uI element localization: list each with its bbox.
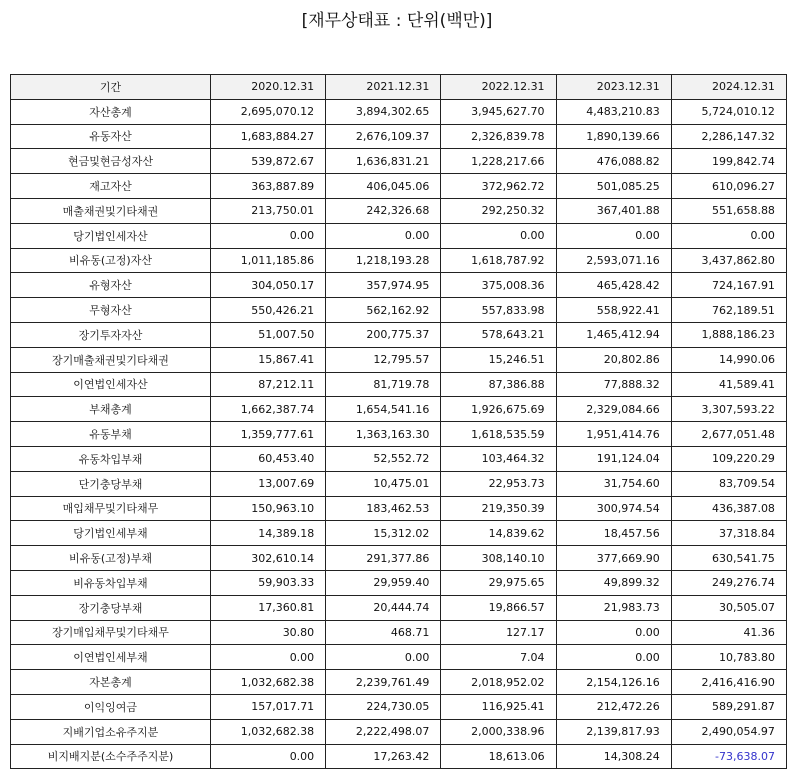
table-cell: 1,618,787.92: [441, 248, 556, 273]
table-cell: 1,363,163.30: [326, 422, 441, 447]
row-label: 재고자산: [11, 174, 211, 199]
table-cell: 2,416,416.90: [671, 670, 786, 695]
table-row: [11, 198, 787, 223]
table-cell: 468.71: [326, 620, 441, 645]
table-row: [11, 446, 787, 471]
row-label: 유동부채: [11, 422, 211, 447]
table-cell: 308,140.10: [441, 546, 556, 571]
row-label: 장기매입채무및기타채무: [11, 620, 211, 645]
table-cell: 249,276.74: [671, 570, 786, 595]
table-cell: 212,472.26: [556, 694, 671, 719]
row-label: 자산총계: [11, 99, 211, 124]
table-cell: 551,658.88: [671, 198, 786, 223]
row-label: 비유동(고정)자산: [11, 248, 211, 273]
table-header-row: [11, 75, 787, 100]
table-cell: 1,618,535.59: [441, 422, 556, 447]
row-label: 무형자산: [11, 298, 211, 323]
table-cell: 10,475.01: [326, 471, 441, 496]
table-cell: 372,962.72: [441, 174, 556, 199]
table-cell: 0.00: [211, 744, 326, 769]
table-cell: 2,326,839.78: [441, 124, 556, 149]
table-row: [11, 570, 787, 595]
header-period: 기간: [11, 75, 211, 100]
table-cell: 199,842.74: [671, 149, 786, 174]
table-row: [11, 322, 787, 347]
table-cell: 14,308.24: [556, 744, 671, 769]
table-cell: 0.00: [441, 223, 556, 248]
table-row: [11, 397, 787, 422]
row-label: 장기투자자산: [11, 322, 211, 347]
table-cell: 213,750.01: [211, 198, 326, 223]
table-row: [11, 273, 787, 298]
table-cell: 589,291.87: [671, 694, 786, 719]
header-year: 2020.12.31: [211, 75, 326, 100]
table-row: [11, 223, 787, 248]
table-cell: 2,222,498.07: [326, 719, 441, 744]
table-row: [11, 719, 787, 744]
row-label: 이익잉여금: [11, 694, 211, 719]
row-label: 유동차입부채: [11, 446, 211, 471]
row-label: 이연법인세부채: [11, 645, 211, 670]
table-cell: 436,387.08: [671, 496, 786, 521]
table-cell: 539,872.67: [211, 149, 326, 174]
row-label: 자본총계: [11, 670, 211, 695]
table-cell: 81,719.78: [326, 372, 441, 397]
table-cell: 83,709.54: [671, 471, 786, 496]
table-cell: 17,263.42: [326, 744, 441, 769]
table-cell: 357,974.95: [326, 273, 441, 298]
table-cell: 200,775.37: [326, 322, 441, 347]
table-cell: 1,662,387.74: [211, 397, 326, 422]
table-cell: 2,000,338.96: [441, 719, 556, 744]
table-cell: 18,613.06: [441, 744, 556, 769]
table-cell: 7.04: [441, 645, 556, 670]
header-year: 2024.12.31: [671, 75, 786, 100]
row-label: 매출채권및기타채권: [11, 198, 211, 223]
table-cell: 3,894,302.65: [326, 99, 441, 124]
header-year: 2022.12.31: [441, 75, 556, 100]
table-cell: 14,839.62: [441, 521, 556, 546]
table-cell: 1,654,541.16: [326, 397, 441, 422]
table-cell: 15,867.41: [211, 347, 326, 372]
table-cell: 1,926,675.69: [441, 397, 556, 422]
table-cell: 37,318.84: [671, 521, 786, 546]
table-cell: 1,218,193.28: [326, 248, 441, 273]
table-cell: 1,032,682.38: [211, 719, 326, 744]
table-cell: 1,228,217.66: [441, 149, 556, 174]
table-cell: 1,890,139.66: [556, 124, 671, 149]
table-cell: 5,724,010.12: [671, 99, 786, 124]
table-row: [11, 99, 787, 124]
table-cell: 1,359,777.61: [211, 422, 326, 447]
table-cell: 127.17: [441, 620, 556, 645]
table-row: [11, 521, 787, 546]
table-row: [11, 149, 787, 174]
table-row: [11, 372, 787, 397]
row-label: 장기매출채권및기타채권: [11, 347, 211, 372]
table-cell: 292,250.32: [441, 198, 556, 223]
table-cell: 60,453.40: [211, 446, 326, 471]
table-cell: 10,783.80: [671, 645, 786, 670]
table-cell: 87,212.11: [211, 372, 326, 397]
table-cell: 3,945,627.70: [441, 99, 556, 124]
row-label: 부채총계: [11, 397, 211, 422]
table-cell: 157,017.71: [211, 694, 326, 719]
table-cell: 0.00: [211, 645, 326, 670]
table-cell: 558,922.41: [556, 298, 671, 323]
row-label: 지배기업소유주지분: [11, 719, 211, 744]
table-cell: 476,088.82: [556, 149, 671, 174]
table-row: [11, 744, 787, 769]
table-cell: 1,888,186.23: [671, 322, 786, 347]
table-cell: 14,990.06: [671, 347, 786, 372]
table-cell: 87,386.88: [441, 372, 556, 397]
table-row: [11, 595, 787, 620]
header-year: 2023.12.31: [556, 75, 671, 100]
row-label: 당기법인세자산: [11, 223, 211, 248]
table-cell: 19,866.57: [441, 595, 556, 620]
table-cell: 3,307,593.22: [671, 397, 786, 422]
table-cell: 363,887.89: [211, 174, 326, 199]
table-cell: 2,329,084.66: [556, 397, 671, 422]
table-cell: 557,833.98: [441, 298, 556, 323]
table-cell: 0.00: [211, 223, 326, 248]
table-cell: 183,462.53: [326, 496, 441, 521]
table-cell: 20,444.74: [326, 595, 441, 620]
table-cell: 377,669.90: [556, 546, 671, 571]
table-cell: 578,643.21: [441, 322, 556, 347]
table-cell: 109,220.29: [671, 446, 786, 471]
table-cell: 59,903.33: [211, 570, 326, 595]
table-cell: 0.00: [326, 645, 441, 670]
table-cell: 2,239,761.49: [326, 670, 441, 695]
table-row: [11, 694, 787, 719]
table-cell: 18,457.56: [556, 521, 671, 546]
table-cell: 2,018,952.02: [441, 670, 556, 695]
table-cell: 0.00: [556, 620, 671, 645]
table-cell: 0.00: [326, 223, 441, 248]
table-cell: 3,437,862.80: [671, 248, 786, 273]
table-cell: 304,050.17: [211, 273, 326, 298]
table-cell: 116,925.41: [441, 694, 556, 719]
header-year: 2021.12.31: [326, 75, 441, 100]
table-cell: 610,096.27: [671, 174, 786, 199]
table-cell: 14,389.18: [211, 521, 326, 546]
balance-sheet-table: [10, 74, 787, 769]
table-cell: 30.80: [211, 620, 326, 645]
page-title: [재무상태표 : 단위(백만)]: [301, 11, 493, 31]
table-cell: 31,754.60: [556, 471, 671, 496]
row-label: 장기충당부채: [11, 595, 211, 620]
table-cell: 724,167.91: [671, 273, 786, 298]
table-row: [11, 298, 787, 323]
row-label: 비유동(고정)부채: [11, 546, 211, 571]
table-cell: 762,189.51: [671, 298, 786, 323]
table-row: [11, 422, 787, 447]
table-cell: 30,505.07: [671, 595, 786, 620]
row-label: 비지배지분(소수주주지분): [11, 744, 211, 769]
table-cell: 0.00: [671, 223, 786, 248]
table-cell: 15,312.02: [326, 521, 441, 546]
table-cell: 29,975.65: [441, 570, 556, 595]
row-label: 유동자산: [11, 124, 211, 149]
table-cell: 12,795.57: [326, 347, 441, 372]
table-row: [11, 248, 787, 273]
table-cell: 0.00: [556, 223, 671, 248]
table-cell: 1,465,412.94: [556, 322, 671, 347]
table-cell: 291,377.86: [326, 546, 441, 571]
table-cell: 2,286,147.32: [671, 124, 786, 149]
row-label: 이연법인세자산: [11, 372, 211, 397]
table-row: [11, 496, 787, 521]
table-row: [11, 124, 787, 149]
table-cell: 0.00: [556, 645, 671, 670]
row-label: 당기법인세부채: [11, 521, 211, 546]
table-cell: 41.36: [671, 620, 786, 645]
table-cell: 375,008.36: [441, 273, 556, 298]
table-cell: 242,326.68: [326, 198, 441, 223]
table-cell: 1,636,831.21: [326, 149, 441, 174]
table-cell: 300,974.54: [556, 496, 671, 521]
table-cell: 191,124.04: [556, 446, 671, 471]
table-cell: 465,428.42: [556, 273, 671, 298]
table-cell: 224,730.05: [326, 694, 441, 719]
table-cell: 2,676,109.37: [326, 124, 441, 149]
table-cell: 406,045.06: [326, 174, 441, 199]
table-cell: 29,959.40: [326, 570, 441, 595]
table-cell: 15,246.51: [441, 347, 556, 372]
table-cell: 17,360.81: [211, 595, 326, 620]
table-cell: 49,899.32: [556, 570, 671, 595]
table-cell: 1,683,884.27: [211, 124, 326, 149]
table-row: [11, 174, 787, 199]
table-cell: 1,032,682.38: [211, 670, 326, 695]
table-cell: 51,007.50: [211, 322, 326, 347]
table-cell: 562,162.92: [326, 298, 441, 323]
table-cell: 41,589.41: [671, 372, 786, 397]
table-cell: 1,951,414.76: [556, 422, 671, 447]
row-label: 유형자산: [11, 273, 211, 298]
table-cell: 2,695,070.12: [211, 99, 326, 124]
table-cell: 20,802.86: [556, 347, 671, 372]
table-cell: 21,983.73: [556, 595, 671, 620]
table-cell: 2,593,071.16: [556, 248, 671, 273]
table-cell: 2,154,126.16: [556, 670, 671, 695]
table-cell: 302,610.14: [211, 546, 326, 571]
table-cell: 630,541.75: [671, 546, 786, 571]
table-cell: 2,139,817.93: [556, 719, 671, 744]
table-cell: 367,401.88: [556, 198, 671, 223]
table-row: [11, 347, 787, 372]
table-cell: 501,085.25: [556, 174, 671, 199]
table-cell: 2,490,054.97: [671, 719, 786, 744]
table-cell: 52,552.72: [326, 446, 441, 471]
table-cell: 2,677,051.48: [671, 422, 786, 447]
table-cell: 219,350.39: [441, 496, 556, 521]
table-cell: 13,007.69: [211, 471, 326, 496]
table-cell: 103,464.32: [441, 446, 556, 471]
table-cell: 77,888.32: [556, 372, 671, 397]
row-label: 단기충당부채: [11, 471, 211, 496]
table-cell: 1,011,185.86: [211, 248, 326, 273]
table-cell: 150,963.10: [211, 496, 326, 521]
table-row: [11, 620, 787, 645]
table-cell: 22,953.73: [441, 471, 556, 496]
table-cell: -73,638.07: [671, 744, 786, 769]
table-cell: 550,426.21: [211, 298, 326, 323]
row-label: 비유동차입부채: [11, 570, 211, 595]
table-row: [11, 670, 787, 695]
row-label: 현금및현금성자산: [11, 149, 211, 174]
table-row: [11, 471, 787, 496]
row-label: 매입채무및기타채무: [11, 496, 211, 521]
table-body: [11, 99, 787, 769]
table-row: [11, 645, 787, 670]
table-row: [11, 546, 787, 571]
table-cell: 4,483,210.83: [556, 99, 671, 124]
